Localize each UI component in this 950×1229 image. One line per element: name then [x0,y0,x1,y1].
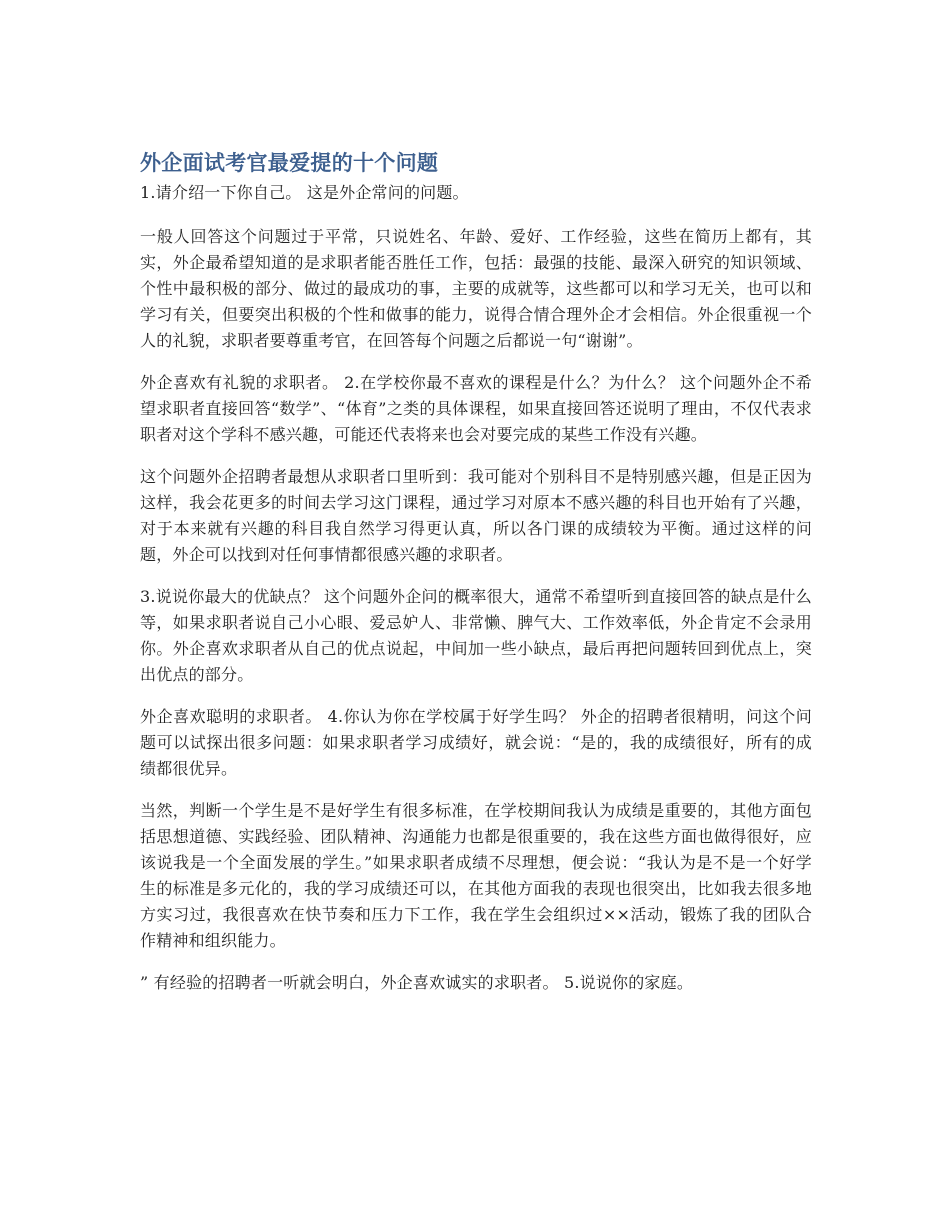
paragraph-6: 外企喜欢聪明的求职者。 4.你认为你在学校属于好学生吗？ 外企的招聘者很精明，问这个问题可以试探出很多问题：如果求职者学习成绩好，就会说：“是的，我的成绩很好，所有的成绩都很优异。 [140,707,812,778]
paragraph-1: 1.请介绍一下你自己。 这是外企常问的问题。 [140,183,469,202]
paragraph-8: ” 有经验的招聘者一听就会明白，外企喜欢诚实的求职者。 5.说说你的家庭。 [140,973,694,992]
document-page [140,148,812,1012]
paragraph-7: 当然，判断一个学生是不是好学生有很多标准，在学校期间我认为成绩是重要的，其他方面包括思想道德、实践经验、团队精神、沟通能力也都是很重要的，我在这些方面也做得很好，应该说我是一个全面发展的学生。”如果求职者成绩不尽理想，便会说：“我认为是不是一个好学生的标准是多元化的，我的学习成绩还可以，在其他方面我的表现也很突出，比如我去很多地方实习过，我很喜欢在快节奏和压力下工作，我在学生会组织过××活动，锻炼了我的团队合作精神和组织能力。 [140,801,812,950]
document-title: 外企面试考官最爱提的十个问题 [140,151,439,175]
paragraph-4: 这个问题外企招聘者最想从求职者口里听到：我可能对个别科目不是特别感兴趣，但是正因为这样，我会花更多的时间去学习这门课程，通过学习对原本不感兴趣的科目也开始有了兴趣，对于本来就有兴趣的科目我自然学习得更认真，所以各门课的成绩较为平衡。通过这样的问题，外企可以找到对任何事情都很感兴趣的求职者。 [140,467,812,564]
paragraph-3: 外企喜欢有礼貌的求职者。 2.在学校你最不喜欢的课程是什么？为什么？ 这个问题外企不希望求职者直接回答“数学”、“体育”之类的具体课程，如果直接回答还说明了理由，不仅代表求职者对这个学科不感兴趣，可能还代表将来也会对要完成的某些工作没有兴趣。 [140,373,812,444]
paragraph-2: 一般人回答这个问题过于平常，只说姓名、年龄、爱好、工作经验，这些在简历上都有，其实，外企最希望知道的是求职者能否胜任工作，包括：最强的技能、最深入研究的知识领域、个性中最积极的部分、做过的最成功的事，主要的成就等，这些都可以和学习无关，也可以和学习有关，但要突出积极的个性和做事的能力，说得合情合理外企才会相信。外企很重视一个人的礼貌，求职者要尊重考官，在回答每个问题之后都说一句“谢谢”。 [140,227,812,350]
paragraph-5: 3.说说你最大的优缺点？ 这个问题外企问的概率很大，通常不希望听到直接回答的缺点是什么等，如果求职者说自己小心眼、爱忌妒人、非常懒、脾气大、工作效率低，外企肯定不会录用你。外企喜欢求职者从自己的优点说起，中间加一些小缺点，最后再把问题转回到优点上，突出优点的部分。 [140,587,812,684]
